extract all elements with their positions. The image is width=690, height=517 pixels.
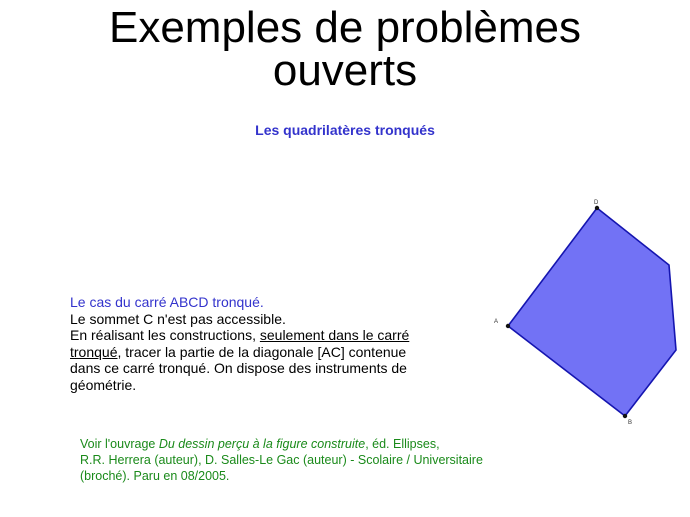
problem-line-3-underlined: seulement dans le carré — [259, 327, 410, 343]
reference-book-title: Du dessin perçu à la figure construite — [158, 437, 366, 451]
reference-line-2: R.R. Herrera (auteur), D. Salles-Le Gac (auteur) - Scolaire / Universitaire — [80, 453, 483, 467]
reference-line-3: (broché). Paru en 08/2005. — [80, 469, 230, 483]
problem-line-6: géométrie. — [70, 376, 137, 393]
problem-line-3-text: En réalisant les constructions, — [70, 327, 260, 343]
vertex-a-point — [506, 324, 510, 328]
vertex-a-label: A — [494, 319, 499, 325]
slide-title-line-2: ouverts — [272, 46, 418, 95]
reference-publisher: , éd. Ellipses, — [365, 437, 440, 451]
vertex-d-point — [595, 206, 599, 210]
problem-line-4-underlined: tronqué — [70, 343, 118, 360]
problem-line-4-text: , tracer la partie de la diagonale [AC] contenue — [117, 343, 407, 360]
vertex-d-label: D — [594, 200, 599, 206]
reference-prefix: Voir l'ouvrage — [80, 437, 159, 451]
problem-case-line: Le cas du carré ABCD tronqué. — [70, 294, 264, 310]
slide-subtitle: Les quadrilatères tronqués — [255, 122, 435, 138]
slide-title-line-1: Exemples de problèmes — [108, 3, 581, 52]
truncated-square-polygon — [508, 208, 676, 416]
problem-line-5: dans ce carré tronqué. On dispose des instruments de — [70, 360, 407, 376]
problem-line-2: Le sommet C n'est pas accessible. — [70, 310, 286, 327]
vertex-b-label: B — [628, 420, 633, 426]
vertex-b-point — [623, 414, 627, 418]
